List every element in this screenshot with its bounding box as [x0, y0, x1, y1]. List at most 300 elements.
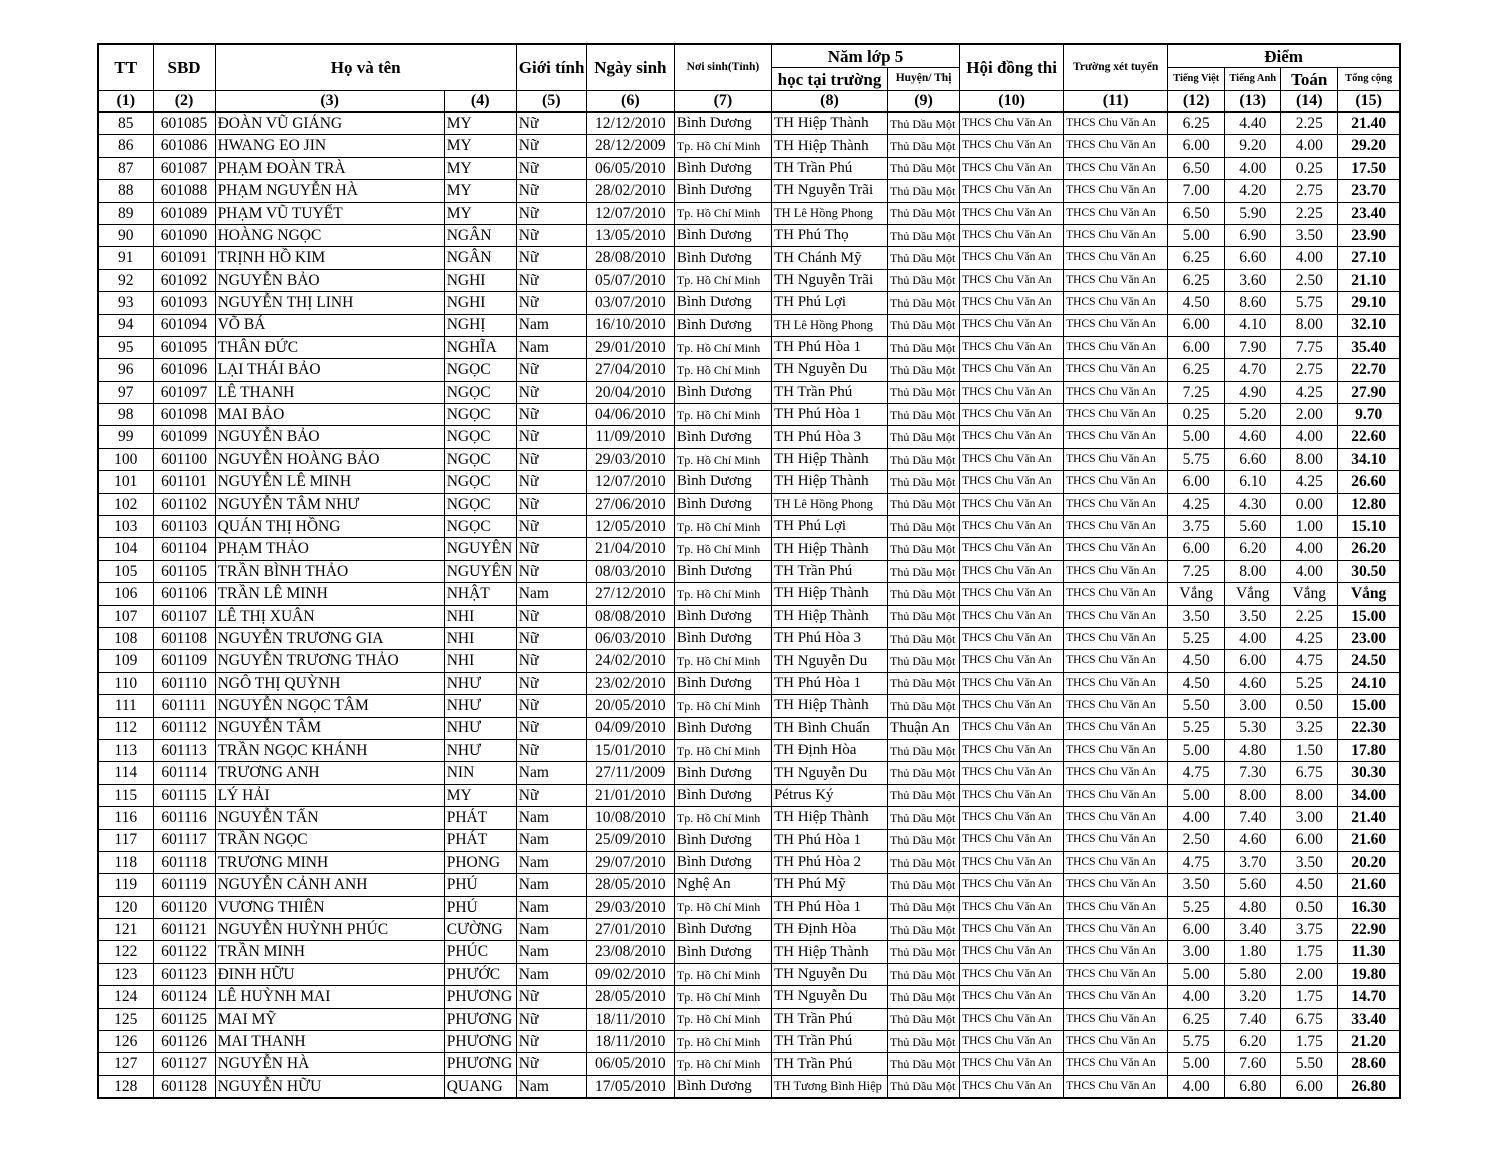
cell-truong-lop-5: TH Nguyễn Du — [771, 963, 887, 985]
cell-noi-sinh: Tp. Hồ Chí Minh — [674, 516, 771, 538]
cell-gioi-tinh: Nữ — [516, 717, 586, 739]
cell-ten: NGHỊ — [444, 314, 516, 336]
cell-tt: 94 — [98, 314, 153, 336]
cell-tieng-anh: 6.20 — [1225, 1031, 1281, 1053]
cell-huyen-thi: Thủ Dầu Một — [888, 650, 960, 672]
cell-huyen-thi: Thủ Dầu Một — [888, 739, 960, 761]
cell-noi-sinh: Bình Dương — [674, 919, 771, 941]
cell-ho-lot: NGÔ THỊ QUỲNH — [215, 672, 444, 694]
cell-huyen-thi: Thuận An — [888, 717, 960, 739]
cell-sbd: 601098 — [153, 404, 215, 426]
cell-huyen-thi: Thủ Dầu Một — [888, 941, 960, 963]
cell-truong-lop-5: TH Hiệp Thành — [771, 471, 887, 493]
cell-gioi-tinh: Nam — [516, 336, 586, 358]
cell-truong-xet-tuyen: THCS Chu Văn An — [1064, 874, 1168, 896]
cell-noi-sinh: Bình Dương — [674, 493, 771, 515]
cell-ten: NGUYÊN — [444, 560, 516, 582]
cell-ten: NGỌC — [444, 471, 516, 493]
cell-tt: 97 — [98, 381, 153, 403]
cell-noi-sinh: Bình Dương — [674, 672, 771, 694]
cell-gioi-tinh: Nữ — [516, 269, 586, 291]
table-row — [98, 1008, 1400, 1030]
cell-tt: 88 — [98, 180, 153, 202]
cell-sbd: 601102 — [153, 493, 215, 515]
cell-ho-lot: TRẦN NGỌC — [215, 829, 444, 851]
cell-gioi-tinh: Nam — [516, 941, 586, 963]
header-truong-xet-tuyen: Trường xét tuyển — [1064, 44, 1168, 91]
cell-tieng-anh: 7.60 — [1225, 1053, 1281, 1075]
cell-truong-lop-5: TH Phú Hòa 1 — [771, 404, 887, 426]
cell-ten: NHƯ — [444, 695, 516, 717]
cell-toan: 0.25 — [1281, 157, 1338, 179]
cell-ten: MY — [444, 135, 516, 157]
cell-truong-lop-5: TH Hiệp Thành — [771, 448, 887, 470]
cell-ten: NGỌC — [444, 426, 516, 448]
cell-tieng-anh: 5.20 — [1225, 404, 1281, 426]
cell-noi-sinh: Tp. Hồ Chí Minh — [674, 336, 771, 358]
cell-huyen-thi: Thủ Dầu Một — [888, 627, 960, 649]
cell-sbd: 601108 — [153, 627, 215, 649]
cell-tieng-viet: 7.25 — [1168, 381, 1225, 403]
cell-tieng-anh: 3.60 — [1225, 269, 1281, 291]
cell-hoi-dong-thi: THCS Chu Văn An — [960, 538, 1064, 560]
cell-ho-lot: NGUYỄN THỊ LINH — [215, 292, 444, 314]
cell-tieng-viet: 4.75 — [1168, 762, 1225, 784]
column-number: (11) — [1064, 91, 1168, 113]
table-row — [98, 538, 1400, 560]
cell-toan: 4.50 — [1281, 874, 1338, 896]
table-row — [98, 851, 1400, 873]
cell-gioi-tinh: Nam — [516, 851, 586, 873]
column-number: (6) — [586, 91, 674, 113]
cell-toan: Vắng — [1281, 583, 1338, 605]
cell-ho-lot: VÕ BÁ — [215, 314, 444, 336]
cell-sbd: 601121 — [153, 919, 215, 941]
cell-ten: NGỌC — [444, 404, 516, 426]
cell-tong-cong: 21.60 — [1338, 874, 1400, 896]
cell-tieng-anh: 4.60 — [1225, 672, 1281, 694]
header-tt: TT — [98, 44, 153, 91]
cell-toan: 8.00 — [1281, 784, 1338, 806]
table-body — [98, 112, 1400, 1098]
cell-huyen-thi: Thủ Dầu Một — [888, 516, 960, 538]
column-number: (14) — [1281, 91, 1338, 113]
cell-tt: 102 — [98, 493, 153, 515]
cell-ho-lot: THÂN ĐỨC — [215, 336, 444, 358]
cell-noi-sinh: Tp. Hồ Chí Minh — [674, 538, 771, 560]
cell-ho-lot: QUÁN THỊ HỒNG — [215, 516, 444, 538]
cell-tong-cong: 12.80 — [1338, 493, 1400, 515]
column-number: (4) — [444, 91, 516, 113]
header-diem: Điểm — [1168, 44, 1400, 68]
cell-gioi-tinh: Nữ — [516, 538, 586, 560]
cell-ten: NIN — [444, 762, 516, 784]
cell-ten: NGỌC — [444, 516, 516, 538]
table-row — [98, 426, 1400, 448]
cell-truong-lop-5: TH Hiệp Thành — [771, 112, 887, 135]
cell-toan: 4.75 — [1281, 650, 1338, 672]
column-number: (1) — [98, 91, 153, 113]
cell-tieng-anh: 4.00 — [1225, 157, 1281, 179]
cell-tieng-viet: 5.25 — [1168, 627, 1225, 649]
cell-truong-xet-tuyen: THCS Chu Văn An — [1064, 202, 1168, 224]
header-gioi-tinh: Giới tính — [516, 44, 586, 91]
cell-gioi-tinh: Nam — [516, 896, 586, 918]
cell-tong-cong: 24.10 — [1338, 672, 1400, 694]
cell-tieng-viet: 5.00 — [1168, 739, 1225, 761]
cell-tt: 107 — [98, 605, 153, 627]
cell-gioi-tinh: Nữ — [516, 516, 586, 538]
cell-toan: 6.75 — [1281, 1008, 1338, 1030]
cell-truong-xet-tuyen: THCS Chu Văn An — [1064, 314, 1168, 336]
cell-hoi-dong-thi: THCS Chu Văn An — [960, 135, 1064, 157]
cell-tieng-anh: 4.70 — [1225, 359, 1281, 381]
cell-ngay-sinh: 28/08/2010 — [586, 247, 674, 269]
cell-gioi-tinh: Nữ — [516, 202, 586, 224]
table-row — [98, 1031, 1400, 1053]
cell-truong-xet-tuyen: THCS Chu Văn An — [1064, 784, 1168, 806]
cell-hoi-dong-thi: THCS Chu Văn An — [960, 986, 1064, 1008]
cell-ten: PHÚ — [444, 896, 516, 918]
cell-tong-cong: 26.80 — [1338, 1075, 1400, 1098]
cell-tieng-viet: 4.50 — [1168, 650, 1225, 672]
cell-ten: MY — [444, 157, 516, 179]
cell-tieng-anh: 8.00 — [1225, 560, 1281, 582]
cell-ngay-sinh: 29/03/2010 — [586, 448, 674, 470]
cell-sbd: 601092 — [153, 269, 215, 291]
cell-tieng-viet: 5.00 — [1168, 784, 1225, 806]
cell-ten: NGỌC — [444, 448, 516, 470]
cell-ho-lot: NGUYỄN TẤN — [215, 807, 444, 829]
cell-ten: NHƯ — [444, 739, 516, 761]
table-row — [98, 739, 1400, 761]
cell-noi-sinh: Bình Dương — [674, 829, 771, 851]
cell-ngay-sinh: 11/09/2010 — [586, 426, 674, 448]
cell-huyen-thi: Thủ Dầu Một — [888, 672, 960, 694]
cell-tieng-anh: 8.00 — [1225, 784, 1281, 806]
cell-hoi-dong-thi: THCS Chu Văn An — [960, 336, 1064, 358]
cell-tt: 113 — [98, 739, 153, 761]
table-row — [98, 448, 1400, 470]
cell-tieng-viet: 5.75 — [1168, 448, 1225, 470]
cell-toan: 4.00 — [1281, 247, 1338, 269]
cell-noi-sinh: Bình Dương — [674, 627, 771, 649]
cell-ho-lot: MAI MỸ — [215, 1008, 444, 1030]
cell-tieng-anh: 4.80 — [1225, 896, 1281, 918]
cell-tieng-anh: 7.30 — [1225, 762, 1281, 784]
column-number: (15) — [1338, 91, 1400, 113]
cell-noi-sinh: Bình Dương — [674, 605, 771, 627]
cell-truong-xet-tuyen: THCS Chu Văn An — [1064, 112, 1168, 135]
cell-ho-lot: NGUYỄN LÊ MINH — [215, 471, 444, 493]
cell-toan: 2.50 — [1281, 269, 1338, 291]
cell-tieng-anh: 4.90 — [1225, 381, 1281, 403]
cell-truong-lop-5: TH Nguyễn Du — [771, 359, 887, 381]
cell-truong-xet-tuyen: THCS Chu Văn An — [1064, 919, 1168, 941]
cell-ho-lot: NGUYỄN HỮU — [215, 1075, 444, 1098]
cell-gioi-tinh: Nữ — [516, 1053, 586, 1075]
cell-ngay-sinh: 06/05/2010 — [586, 1053, 674, 1075]
table-row — [98, 672, 1400, 694]
cell-huyen-thi: Thủ Dầu Một — [888, 157, 960, 179]
cell-gioi-tinh: Nữ — [516, 381, 586, 403]
cell-ten: MY — [444, 180, 516, 202]
cell-ngay-sinh: 12/07/2010 — [586, 202, 674, 224]
cell-truong-lop-5: TH Hiệp Thành — [771, 583, 887, 605]
cell-tieng-viet: 3.75 — [1168, 516, 1225, 538]
cell-gioi-tinh: Nam — [516, 829, 586, 851]
table-row — [98, 717, 1400, 739]
cell-gioi-tinh: Nữ — [516, 112, 586, 135]
cell-ten: PHƯƠNG — [444, 986, 516, 1008]
cell-toan: 0.50 — [1281, 695, 1338, 717]
cell-ten: NGỌC — [444, 359, 516, 381]
cell-truong-xet-tuyen: THCS Chu Văn An — [1064, 1053, 1168, 1075]
cell-truong-xet-tuyen: THCS Chu Văn An — [1064, 672, 1168, 694]
cell-ten: PHƯƠNG — [444, 1031, 516, 1053]
cell-truong-xet-tuyen: THCS Chu Văn An — [1064, 1031, 1168, 1053]
cell-tt: 119 — [98, 874, 153, 896]
cell-tieng-anh: 8.60 — [1225, 292, 1281, 314]
cell-tieng-anh: 4.10 — [1225, 314, 1281, 336]
cell-ngay-sinh: 28/05/2010 — [586, 986, 674, 1008]
cell-hoi-dong-thi: THCS Chu Văn An — [960, 1075, 1064, 1098]
cell-ngay-sinh: 23/08/2010 — [586, 941, 674, 963]
cell-truong-lop-5: Pétrus Ký — [771, 784, 887, 806]
cell-tieng-viet: 5.00 — [1168, 1053, 1225, 1075]
cell-huyen-thi: Thủ Dầu Một — [888, 336, 960, 358]
cell-toan: 4.25 — [1281, 381, 1338, 403]
cell-truong-lop-5: TH Định Hòa — [771, 739, 887, 761]
cell-tieng-anh: 4.20 — [1225, 180, 1281, 202]
cell-gioi-tinh: Nữ — [516, 627, 586, 649]
cell-hoi-dong-thi: THCS Chu Văn An — [960, 381, 1064, 403]
cell-gioi-tinh: Nữ — [516, 448, 586, 470]
cell-noi-sinh: Tp. Hồ Chí Minh — [674, 202, 771, 224]
cell-truong-xet-tuyen: THCS Chu Văn An — [1064, 762, 1168, 784]
cell-truong-xet-tuyen: THCS Chu Văn An — [1064, 650, 1168, 672]
cell-tieng-viet: 4.00 — [1168, 986, 1225, 1008]
cell-tong-cong: 22.70 — [1338, 359, 1400, 381]
cell-truong-xet-tuyen: THCS Chu Văn An — [1064, 627, 1168, 649]
cell-tong-cong: 23.40 — [1338, 202, 1400, 224]
table-row — [98, 560, 1400, 582]
cell-tieng-anh: 5.30 — [1225, 717, 1281, 739]
cell-tieng-viet: 3.50 — [1168, 874, 1225, 896]
table-row — [98, 605, 1400, 627]
cell-gioi-tinh: Nữ — [516, 426, 586, 448]
cell-tong-cong: 22.30 — [1338, 717, 1400, 739]
cell-noi-sinh: Tp. Hồ Chí Minh — [674, 1053, 771, 1075]
cell-hoi-dong-thi: THCS Chu Văn An — [960, 224, 1064, 246]
cell-gioi-tinh: Nam — [516, 762, 586, 784]
header-tong-cong: Tổng cộng — [1338, 68, 1400, 91]
cell-hoi-dong-thi: THCS Chu Văn An — [960, 807, 1064, 829]
cell-huyen-thi: Thủ Dầu Một — [888, 963, 960, 985]
cell-ten: MY — [444, 784, 516, 806]
cell-tt: 93 — [98, 292, 153, 314]
cell-tong-cong: 34.00 — [1338, 784, 1400, 806]
cell-truong-lop-5: TH Phú Lợi — [771, 292, 887, 314]
cell-truong-lop-5: TH Trần Phú — [771, 560, 887, 582]
cell-hoi-dong-thi: THCS Chu Văn An — [960, 247, 1064, 269]
cell-hoi-dong-thi: THCS Chu Văn An — [960, 560, 1064, 582]
cell-truong-lop-5: TH Trần Phú — [771, 1053, 887, 1075]
column-number: (12) — [1168, 91, 1225, 113]
table-row — [98, 359, 1400, 381]
column-number: (13) — [1225, 91, 1281, 113]
cell-tieng-anh: 3.00 — [1225, 695, 1281, 717]
cell-huyen-thi: Thủ Dầu Một — [888, 1031, 960, 1053]
cell-noi-sinh: Nghệ An — [674, 874, 771, 896]
table-row — [98, 695, 1400, 717]
cell-hoi-dong-thi: THCS Chu Văn An — [960, 762, 1064, 784]
cell-huyen-thi: Thủ Dầu Một — [888, 874, 960, 896]
cell-sbd: 601120 — [153, 896, 215, 918]
cell-ho-lot: TRẦN NGỌC KHÁNH — [215, 739, 444, 761]
cell-ten: MY — [444, 112, 516, 135]
cell-noi-sinh: Tp. Hồ Chí Minh — [674, 269, 771, 291]
cell-toan: 1.75 — [1281, 941, 1338, 963]
cell-huyen-thi: Thủ Dầu Một — [888, 807, 960, 829]
cell-gioi-tinh: Nam — [516, 874, 586, 896]
cell-ho-lot: TRẦN MINH — [215, 941, 444, 963]
cell-tt: 89 — [98, 202, 153, 224]
cell-tieng-viet: 7.00 — [1168, 180, 1225, 202]
column-number: (7) — [674, 91, 771, 113]
cell-tong-cong: 35.40 — [1338, 336, 1400, 358]
cell-ngay-sinh: 21/01/2010 — [586, 784, 674, 806]
cell-truong-lop-5: TH Phú Hòa 2 — [771, 851, 887, 873]
table-row — [98, 247, 1400, 269]
cell-gioi-tinh: Nữ — [516, 672, 586, 694]
cell-tieng-anh: 6.10 — [1225, 471, 1281, 493]
cell-tt: 126 — [98, 1031, 153, 1053]
cell-tt: 100 — [98, 448, 153, 470]
cell-sbd: 601091 — [153, 247, 215, 269]
cell-tt: 87 — [98, 157, 153, 179]
cell-hoi-dong-thi: THCS Chu Văn An — [960, 896, 1064, 918]
cell-truong-lop-5: TH Phú Mỹ — [771, 874, 887, 896]
cell-ngay-sinh: 28/12/2009 — [586, 135, 674, 157]
cell-tt: 105 — [98, 560, 153, 582]
cell-ho-lot: PHẠM ĐOÀN TRÀ — [215, 157, 444, 179]
cell-noi-sinh: Tp. Hồ Chí Minh — [674, 1008, 771, 1030]
cell-tieng-viet: 5.75 — [1168, 1031, 1225, 1053]
cell-tong-cong: 15.00 — [1338, 605, 1400, 627]
cell-tieng-viet: 4.50 — [1168, 672, 1225, 694]
cell-truong-xet-tuyen: THCS Chu Văn An — [1064, 605, 1168, 627]
cell-noi-sinh: Tp. Hồ Chí Minh — [674, 963, 771, 985]
cell-ngay-sinh: 06/03/2010 — [586, 627, 674, 649]
header-toan: Toán — [1281, 68, 1338, 91]
cell-ngay-sinh: 24/02/2010 — [586, 650, 674, 672]
header-ho-va-ten: Họ và tên — [215, 44, 516, 91]
cell-gioi-tinh: Nữ — [516, 1031, 586, 1053]
cell-noi-sinh: Tp. Hồ Chí Minh — [674, 135, 771, 157]
cell-tieng-anh: 4.80 — [1225, 739, 1281, 761]
cell-ho-lot: NGUYỄN BẢO — [215, 426, 444, 448]
cell-truong-lop-5: TH Nguyễn Du — [771, 762, 887, 784]
cell-gioi-tinh: Nữ — [516, 157, 586, 179]
cell-sbd: 601123 — [153, 963, 215, 985]
cell-truong-lop-5: TH Trần Phú — [771, 157, 887, 179]
cell-tt: 99 — [98, 426, 153, 448]
cell-tong-cong: 19.80 — [1338, 963, 1400, 985]
cell-hoi-dong-thi: THCS Chu Văn An — [960, 627, 1064, 649]
cell-toan: 5.25 — [1281, 672, 1338, 694]
cell-toan: 6.00 — [1281, 1075, 1338, 1098]
cell-gioi-tinh: Nữ — [516, 247, 586, 269]
cell-gioi-tinh: Nữ — [516, 605, 586, 627]
cell-huyen-thi: Thủ Dầu Một — [888, 471, 960, 493]
cell-toan: 6.75 — [1281, 762, 1338, 784]
cell-tieng-viet: 4.50 — [1168, 292, 1225, 314]
cell-tong-cong: 21.20 — [1338, 1031, 1400, 1053]
cell-hoi-dong-thi: THCS Chu Văn An — [960, 739, 1064, 761]
cell-hoi-dong-thi: THCS Chu Văn An — [960, 269, 1064, 291]
cell-tong-cong: 17.80 — [1338, 739, 1400, 761]
cell-toan: 3.00 — [1281, 807, 1338, 829]
cell-gioi-tinh: Nam — [516, 314, 586, 336]
header-nam-lop-5: Năm lớp 5 — [771, 44, 959, 68]
cell-tieng-anh: 4.30 — [1225, 493, 1281, 515]
cell-noi-sinh: Tp. Hồ Chí Minh — [674, 695, 771, 717]
cell-ten: NHƯ — [444, 717, 516, 739]
cell-hoi-dong-thi: THCS Chu Văn An — [960, 919, 1064, 941]
cell-ten: PHƯƠNG — [444, 1008, 516, 1030]
cell-ngay-sinh: 20/05/2010 — [586, 695, 674, 717]
table-row — [98, 874, 1400, 896]
table-row — [98, 919, 1400, 941]
column-number: (3) — [215, 91, 444, 113]
cell-ngay-sinh: 04/06/2010 — [586, 404, 674, 426]
cell-truong-xet-tuyen: THCS Chu Văn An — [1064, 157, 1168, 179]
table-row — [98, 292, 1400, 314]
header-hoi-dong-thi: Hội đồng thi — [960, 44, 1064, 91]
cell-hoi-dong-thi: THCS Chu Văn An — [960, 784, 1064, 806]
cell-ho-lot: TRƯƠNG ANH — [215, 762, 444, 784]
cell-noi-sinh: Bình Dương — [674, 426, 771, 448]
cell-ten: NGHĨA — [444, 336, 516, 358]
cell-gioi-tinh: Nam — [516, 807, 586, 829]
cell-huyen-thi: Thủ Dầu Một — [888, 359, 960, 381]
cell-tieng-viet: 0.25 — [1168, 404, 1225, 426]
cell-ngay-sinh: 17/05/2010 — [586, 1075, 674, 1098]
cell-truong-lop-5: TH Lê Hồng Phong — [771, 314, 887, 336]
cell-sbd: 601085 — [153, 112, 215, 135]
cell-toan: 3.50 — [1281, 851, 1338, 873]
cell-sbd: 601112 — [153, 717, 215, 739]
column-number: (8) — [771, 91, 887, 113]
header-sbd: SBD — [153, 44, 215, 91]
cell-toan: 1.50 — [1281, 739, 1338, 761]
table-row — [98, 493, 1400, 515]
cell-tong-cong: 29.10 — [1338, 292, 1400, 314]
cell-tt: 103 — [98, 516, 153, 538]
cell-sbd: 601094 — [153, 314, 215, 336]
cell-tieng-viet: 6.50 — [1168, 202, 1225, 224]
cell-tieng-anh: 5.60 — [1225, 874, 1281, 896]
cell-ho-lot: VƯƠNG THIÊN — [215, 896, 444, 918]
cell-hoi-dong-thi: THCS Chu Văn An — [960, 829, 1064, 851]
cell-ho-lot: LÝ HẢI — [215, 784, 444, 806]
cell-toan: 5.75 — [1281, 292, 1338, 314]
cell-tt: 112 — [98, 717, 153, 739]
cell-tieng-viet: 6.00 — [1168, 135, 1225, 157]
cell-noi-sinh: Bình Dương — [674, 784, 771, 806]
cell-tong-cong: 27.10 — [1338, 247, 1400, 269]
